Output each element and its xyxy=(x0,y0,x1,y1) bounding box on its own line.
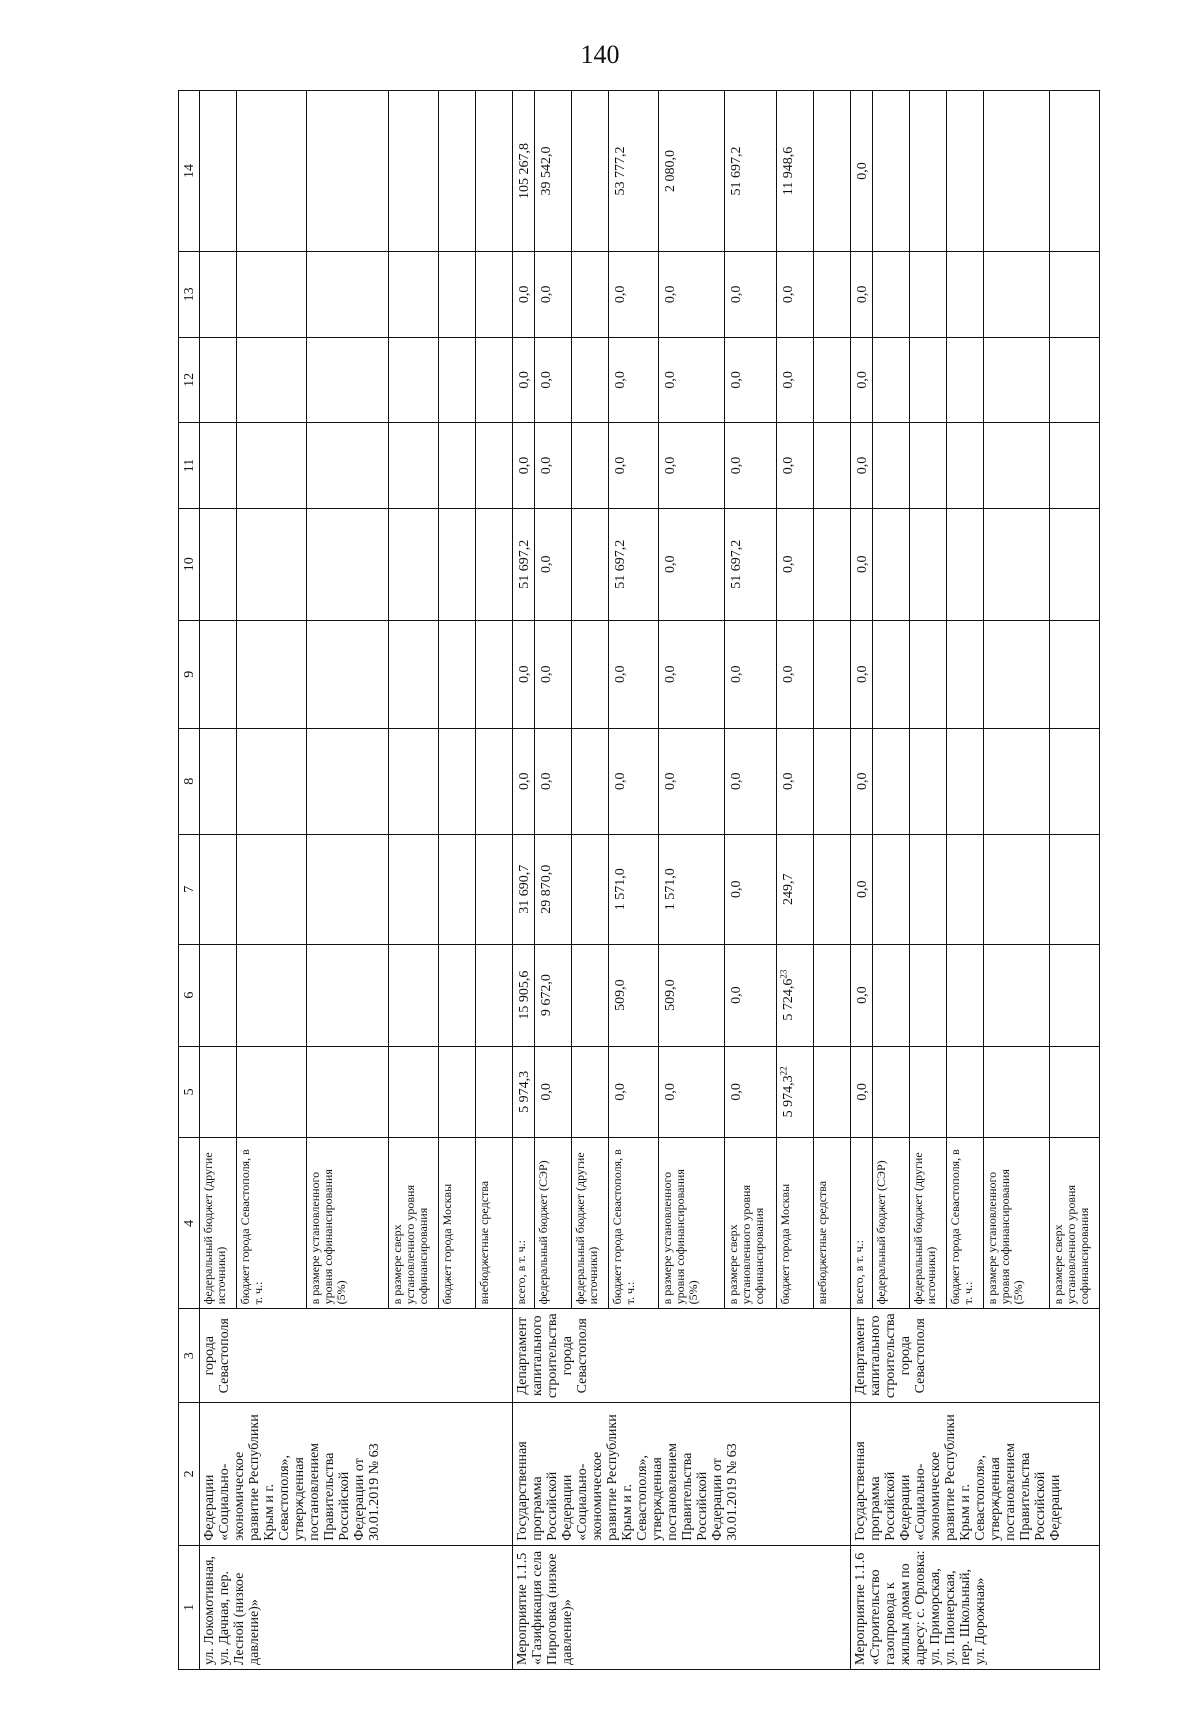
value-cell: 0,0 xyxy=(535,620,572,728)
value-cell: 0,0 xyxy=(659,508,725,620)
value-cell: 0,0 xyxy=(851,91,873,252)
value-cell: 0,0 xyxy=(513,728,535,834)
value-cell: 5 974,3$^{22}$ xyxy=(777,1046,814,1138)
value-cell: 0,0 xyxy=(851,252,873,338)
executor-cell: города Севастополя xyxy=(200,1309,513,1403)
source-label: бюджет города Севастополя, в т. ч.: xyxy=(609,1138,659,1309)
source-label: в размере установленного уровня софинансирования (5%) xyxy=(984,1138,1050,1309)
value-cell: 105 267,8 xyxy=(513,91,535,252)
value-cell: 0,0 xyxy=(777,337,814,423)
funding-table xyxy=(178,90,1100,1670)
value-cell: 0,0 xyxy=(535,252,572,338)
source-label: федеральный бюджет (другие источники) xyxy=(200,1138,237,1309)
value-cell: 0,0 xyxy=(609,728,659,834)
value-cell: 0,0 xyxy=(535,728,572,834)
executor-cell: Департамент капитального строительства города Севастополя xyxy=(513,1309,851,1403)
value-cell: 0,0 xyxy=(609,252,659,338)
value-cell: 51 697,2 xyxy=(513,508,535,620)
value-cell: 0,0 xyxy=(851,620,873,728)
value-cell: 0,0 xyxy=(659,728,725,834)
value-cell: 1 571,0 xyxy=(659,834,725,944)
value-cell: 0,0 xyxy=(535,337,572,423)
source-label: в размере установленного уровня софинансирования (5%) xyxy=(659,1138,725,1309)
value-cell: 0,0 xyxy=(777,252,814,338)
value-cell: 53 777,2 xyxy=(609,91,659,252)
source-label: бюджет города Москвы xyxy=(439,1138,476,1309)
value-cell: 509,0 xyxy=(609,944,659,1046)
header-cell: 2 xyxy=(179,1403,200,1546)
value-cell: 39 542,0 xyxy=(535,91,572,252)
program-cell: Государственная программа Российской Федерации «Социально-экономическое развитие Республики Крым и г. Севастополя», утвержденная постановлением Правительства Российской Федерации от 30.01.2019 № 63 xyxy=(513,1403,851,1546)
value-cell: 0,0 xyxy=(725,423,777,509)
header-cell: 7 xyxy=(179,834,200,944)
value-cell: 0,0 xyxy=(725,944,777,1046)
value-cell: 0,0 xyxy=(725,728,777,834)
value-cell: 0,0 xyxy=(513,620,535,728)
footnote-mark: 22 xyxy=(778,1066,789,1076)
value-cell: 0,0 xyxy=(659,337,725,423)
value-cell: 15 905,6 xyxy=(513,944,535,1046)
value-cell: 0,0 xyxy=(725,1046,777,1138)
value-cell: 0,0 xyxy=(777,728,814,834)
value-cell: 0,0 xyxy=(851,423,873,509)
source-label: внебюджетные средства xyxy=(476,1138,513,1309)
value-cell: 249,7 xyxy=(777,834,814,944)
table-row xyxy=(851,91,873,1670)
value-cell: 0,0 xyxy=(777,508,814,620)
source-label: федеральный бюджет (СЭР) xyxy=(535,1138,572,1309)
table-row xyxy=(200,91,237,1670)
value-cell: 0,0 xyxy=(513,423,535,509)
table-row xyxy=(513,91,535,1670)
header-cell: 1 xyxy=(179,1545,200,1669)
value-cell: 0,0 xyxy=(851,337,873,423)
value-cell: 1 571,0 xyxy=(609,834,659,944)
source-label: в размере установленного уровня софинансирования (5%) xyxy=(307,1138,389,1309)
header-cell: 12 xyxy=(179,337,200,423)
source-label: всего, в т. ч.: xyxy=(513,1138,535,1309)
header-cell: 6 xyxy=(179,944,200,1046)
source-label: внебюджетные средства xyxy=(814,1138,851,1309)
value-cell: 0,0 xyxy=(851,834,873,944)
page-number: 140 xyxy=(580,40,620,69)
value-cell: 0,0 xyxy=(659,252,725,338)
value-cell: 0,0 xyxy=(609,337,659,423)
value-cell: 0,0 xyxy=(851,728,873,834)
value-cell: 51 697,2 xyxy=(725,91,777,252)
header-cell: 11 xyxy=(179,423,200,509)
source-label: бюджет города Севастополя, в т. ч.: xyxy=(237,1138,307,1309)
header-cell: 4 xyxy=(179,1138,200,1309)
measure-name-cell: Мероприятие 1.1.5 «Газификация села Пироговка (низкое давление)» xyxy=(513,1545,851,1669)
value-cell: 0,0 xyxy=(851,1046,873,1138)
value-cell: 0,0 xyxy=(725,337,777,423)
value-cell: 0,0 xyxy=(659,423,725,509)
source-label: всего, в т. ч.: xyxy=(851,1138,873,1309)
program-cell: Федерации «Социально-экономическое развитие Республики Крым и г. Севастополя», утвержденная постановлением Правительства Российской Федерации от 30.01.2019 № 63 xyxy=(200,1403,513,1546)
value-cell: 0,0 xyxy=(609,1046,659,1138)
value-cell: 51 697,2 xyxy=(725,508,777,620)
value-cell: 0,0 xyxy=(851,944,873,1046)
header-cell: 14 xyxy=(179,91,200,252)
value-cell: 0,0 xyxy=(513,337,535,423)
source-label: бюджет города Москвы xyxy=(777,1138,814,1309)
measure-name-cell: ул. Локомотивная, ул. Дачная, пер. Лесной (низкое давление)» xyxy=(200,1545,513,1669)
value-cell: 509,0 xyxy=(659,944,725,1046)
header-cell: 5 xyxy=(179,1046,200,1138)
value-cell: 0,0 xyxy=(659,1046,725,1138)
value-cell: 9 672,0 xyxy=(535,944,572,1046)
value-cell: 0,0 xyxy=(725,620,777,728)
value-cell: 0,0 xyxy=(851,508,873,620)
value-cell: 29 870,0 xyxy=(535,834,572,944)
value-cell: 0,0 xyxy=(535,1046,572,1138)
rotated-table-container xyxy=(178,90,1116,1670)
value-cell: 0,0 xyxy=(513,252,535,338)
value-cell: 5 974,3 xyxy=(513,1046,535,1138)
program-cell: Государственная программа Российской Федерации «Социально-экономическое развитие Республики Крым и г. Севастополя», утвержденная постановлением Правительства Российской Федерации xyxy=(851,1403,1100,1546)
value-cell: 11 948,6 xyxy=(777,91,814,252)
value-cell: 0,0 xyxy=(535,423,572,509)
value-cell: 0,0 xyxy=(609,620,659,728)
measure-name-cell: Мероприятие 1.1.6 «Строительство газопровода к жилым домам по адресу: с. Орловка: ул. Приморская, ул. Пионерская, пер. Школьный, ул. Дорожная» xyxy=(851,1545,1100,1669)
executor-cell: Департамент капитального строительства города Севастополя xyxy=(851,1309,1100,1403)
source-label: в размере сверх установленного уровня софинансирования xyxy=(1050,1138,1100,1309)
value-cell: 2 080,0 xyxy=(659,91,725,252)
value-cell: 0,0 xyxy=(609,423,659,509)
source-label: в размере сверх установленного уровня софинансирования xyxy=(725,1138,777,1309)
source-label: в размере сверх установленного уровня софинансирования xyxy=(389,1138,439,1309)
value-cell: 0,0 xyxy=(725,252,777,338)
source-label: федеральный бюджет (другие источники) xyxy=(572,1138,609,1309)
header-cell: 9 xyxy=(179,620,200,728)
header-cell: 10 xyxy=(179,508,200,620)
source-label: федеральный бюджет (СЭР) xyxy=(873,1138,910,1309)
header-row xyxy=(179,91,200,1670)
value-cell: 5 724,6$^{23}$ xyxy=(777,944,814,1046)
value-cell: 0,0 xyxy=(535,508,572,620)
value-cell: 0,0 xyxy=(777,423,814,509)
value-cell: 0,0 xyxy=(777,620,814,728)
source-label: федеральный бюджет (другие источники) xyxy=(910,1138,947,1309)
footnote-mark: 23 xyxy=(778,969,789,979)
header-cell: 13 xyxy=(179,252,200,338)
source-label: бюджет города Севастополя, в т. ч.: xyxy=(947,1138,984,1309)
value-cell: 51 697,2 xyxy=(609,508,659,620)
header-cell: 8 xyxy=(179,728,200,834)
value-cell: 0,0 xyxy=(659,620,725,728)
value-cell: 0,0 xyxy=(725,834,777,944)
value-cell: 31 690,7 xyxy=(513,834,535,944)
header-cell: 3 xyxy=(179,1309,200,1403)
